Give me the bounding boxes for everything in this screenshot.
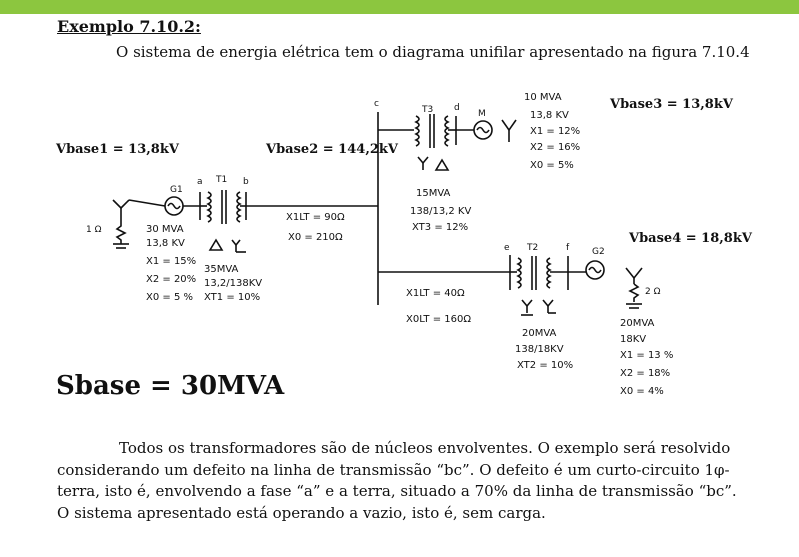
g2-spec: X2 = 18%	[620, 368, 671, 379]
vbase3-label: Vbase3 = 13,8kV	[610, 97, 733, 112]
t1-spec: 35MVA	[204, 264, 239, 275]
motor-spec: X0 = 5%	[530, 160, 574, 171]
sbase-label: Sbase = 30MVA	[56, 371, 285, 401]
t2-spec: 20MVA	[522, 328, 557, 339]
bus-f-label: f	[566, 243, 570, 253]
paragraph-line: considerando um defeito na linha de transmissão “bc”. O defeito é um curto-circuito 1φ-	[57, 460, 730, 479]
t3-spec: XT3 = 12%	[412, 222, 469, 233]
g2-spec: X0 = 4%	[620, 386, 664, 397]
t2-label: T2	[527, 243, 539, 253]
g2-spec: 20MVA	[620, 318, 655, 329]
paragraph-line: Todos os transformadores são de núcleos envolventes. O exemplo será resolvido	[119, 439, 731, 457]
vbase4-label: Vbase4 = 18,8kV	[629, 231, 752, 246]
g1-ground-label: 1 Ω	[86, 225, 102, 235]
t3-spec: 15MVA	[416, 188, 451, 199]
g1-spec: 30 MVA	[146, 224, 184, 235]
bus-e-label: e	[504, 243, 510, 253]
bus-b-label: b	[243, 177, 249, 187]
motor-label: M	[478, 109, 486, 119]
paragraph-line: terra, isto é, envolvendo a fase “a” e a terra, situado a 70% da linha de transmissão “bc”.	[57, 482, 737, 500]
g2-ground-label: 2 Ω	[645, 287, 661, 297]
line-bc-spec: X0 = 210Ω	[288, 232, 343, 243]
t3-spec: 138/13,2 KV	[410, 206, 472, 217]
t1-spec: 13,2/138KV	[204, 278, 263, 289]
motor-spec: X1 = 12%	[530, 126, 581, 137]
g1-spec: X0 = 5 %	[146, 292, 193, 303]
motor-spec: 10 MVA	[524, 92, 562, 103]
g1-spec: X2 = 20%	[146, 274, 197, 285]
t1-spec: XT1 = 10%	[204, 292, 261, 303]
t2-spec: 138/18KV	[515, 344, 564, 355]
paragraph-line: O sistema apresentado está operando a vazio, isto é, sem carga.	[57, 503, 546, 522]
g1-spec: X1 = 15%	[146, 256, 197, 267]
t2-spec: XT2 = 10%	[517, 360, 574, 371]
intro-text: O sistema de energia elétrica tem o diagrama unifilar apresentado na figura 7.10.4	[116, 43, 750, 61]
example-heading: Exemplo 7.10.2:	[57, 17, 201, 36]
bus-d-label: d	[454, 103, 460, 113]
bus-a-label: a	[197, 177, 203, 187]
motor-spec: 13,8 KV	[530, 110, 569, 121]
g2-spec: X1 = 13 %	[620, 350, 674, 361]
motor-spec: X2 = 16%	[530, 142, 581, 153]
g1-spec: 13,8 KV	[146, 238, 185, 249]
vbase1-label: Vbase1 = 13,8kV	[56, 142, 179, 157]
line-bc-spec: X1LT = 90Ω	[286, 212, 345, 223]
line-ce-spec: X1LT = 40Ω	[406, 288, 465, 299]
line-ce-spec: X0LT = 160Ω	[406, 314, 471, 325]
g2-spec: 18KV	[620, 334, 647, 345]
description-paragraph	[57, 438, 757, 524]
g2-label: G2	[592, 247, 605, 257]
t3-label: T3	[422, 105, 434, 115]
g1-label: G1	[170, 185, 183, 195]
vbase2-label: Vbase2 = 144,2kV	[266, 142, 398, 157]
t1-label: T1	[216, 175, 228, 185]
bus-c-label: c	[374, 99, 379, 109]
